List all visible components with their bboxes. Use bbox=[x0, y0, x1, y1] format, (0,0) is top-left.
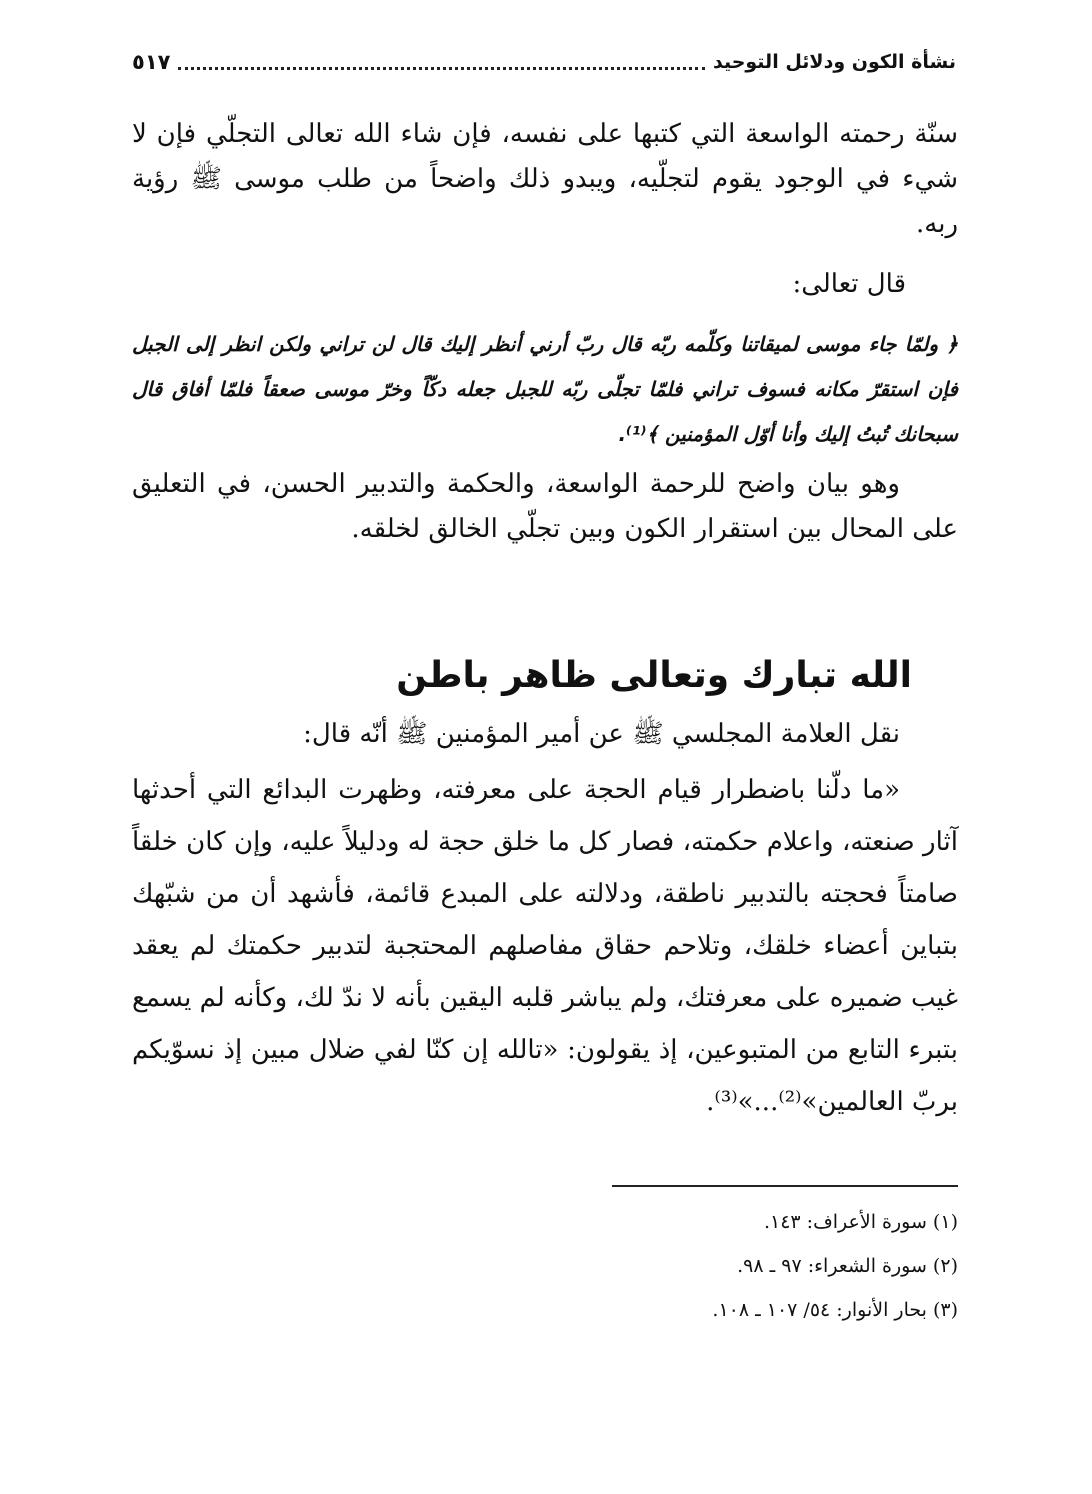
footnote: (٣) بحار الأنوار: ٥٤/ ١٠٧ ـ ١٠٨. bbox=[712, 1299, 958, 1321]
hadith-paragraph: «ما دلّنا باضطرار قيام الحجة على معرفته، وظهرت البدائع التي أحدثها آثار صنعته، واعلام حكمته، فصار كل ما خلق حجة له ودليلاً عليه، وإن كان خلقاً صامتاً فحجته بالتدبير ناطقة، ودلالته على المبدع قائمة، فأشهد أن من شبّهك بتباين أعضاء خلقك، وتلاحم حقاق مفاصلهم المحتجبة لتدبير حكمتك لم يعقد غيب ضميره على معرفتك، ولم يباشر قلبه اليقين بأنه لا ندّ لك، وكأنه لم يسمع بتبرء التابع من المتبوعين، إذ يقولون: «تالله إن كنّا لفي ضلال مبين إذ نسوّيكم بربّ العالمين»⁽²⁾...»⁽³⁾. bbox=[132, 775, 958, 1117]
quote-intro: قال تعالى: bbox=[792, 269, 906, 299]
footnotes bbox=[132, 1200, 958, 1332]
running-title: نشأة الكون ودلائل التوحيد bbox=[712, 51, 956, 73]
attribution-line: نقل العلامة المجلسي ﷺ عن أمير المؤمنين ﷺ أنّه قال: bbox=[303, 719, 900, 749]
dot-leader bbox=[178, 67, 705, 70]
page-header bbox=[132, 42, 956, 82]
page-number: ٥١٧ bbox=[132, 50, 171, 74]
intro-paragraph: سنّة رحمته الواسعة التي كتبها على نفسه، فإن شاء الله تعالى التجلّي فإن لا شيء في الوجود يقوم لتجلّيه، ويبدو ذلك واضحاً من طلب موسى ﷺ رؤية ربه. bbox=[132, 119, 958, 239]
footnote-separator bbox=[612, 1185, 958, 1187]
quranic-verse: ﴿ ولمّا جاء موسى لميقاتنا وكلّمه ربّه قال ربّ أرني أنظر إليك قال لن تراني ولكن انظر إلى الجبل فإن استقرّ مكانه فسوف تراني فلمّا تجلّى ربّه للجبل جعله دكّاً وخرّ موسى صعقاً فلمّا أفاق قال سبحانك تُبتُ إليك وأنا أوّل المؤمنين ﴾⁽¹⁾. bbox=[132, 332, 958, 446]
section-heading: الله تبارك وتعالى ظاهر باطن bbox=[396, 654, 912, 696]
footnote: (٢) سورة الشعراء: ٩٧ ـ ٩٨. bbox=[737, 1255, 958, 1277]
footnote: (١) سورة الأعراف: ١٤٣. bbox=[763, 1211, 958, 1233]
commentary-paragraph: وهو بيان واضح للرحمة الواسعة، والحكمة والتدبير الحسن، في التعليق على المحال بين استقرار الكون وبين تجلّي الخالق لخلقه. bbox=[132, 469, 958, 544]
